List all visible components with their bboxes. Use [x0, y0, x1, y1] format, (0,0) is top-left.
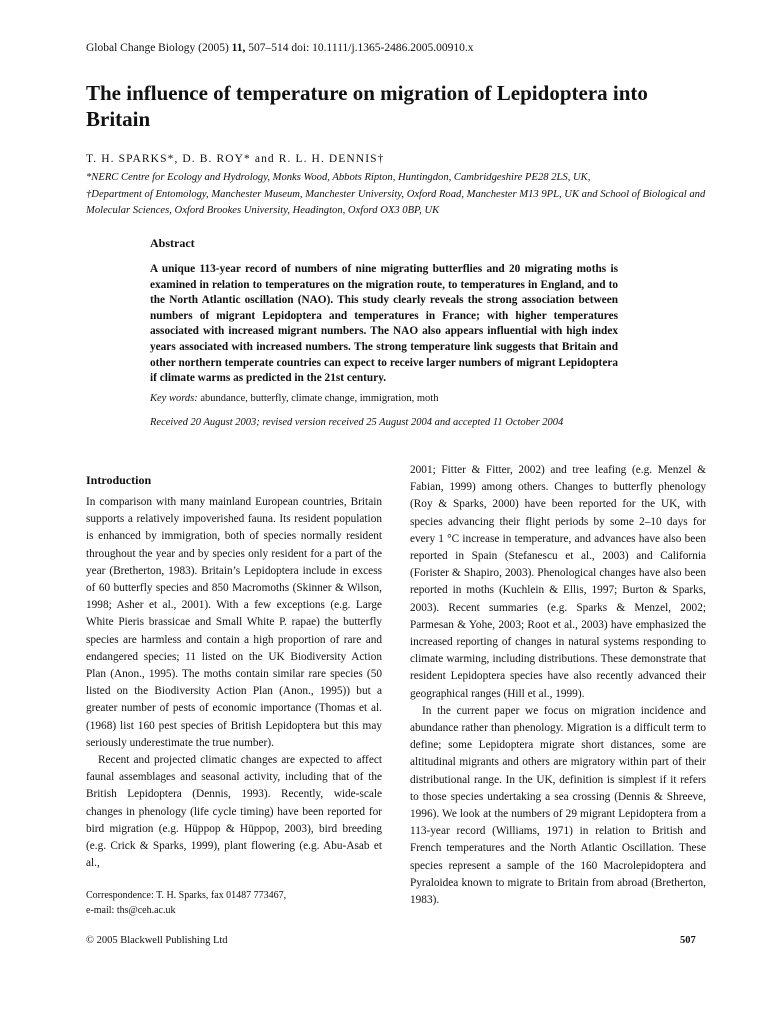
page-number: 507 — [680, 935, 696, 946]
journal-name: Global Change Biology (2005) — [86, 42, 229, 54]
correspondence-note — [86, 888, 286, 918]
journal-citation — [86, 42, 474, 54]
introduction-heading: Introduction — [86, 473, 152, 487]
journal-volume: 11, — [231, 42, 246, 54]
left-column — [86, 462, 382, 872]
intro-paragraph-1: In comparison with many mainland European countries, Britain supports a relatively impoverished fauna. Its resident population is enhanced by immigration, both of species normally resident throughout the year and by species only resident for a part of the year (Bretherton, 1983). Britain’s Lepidoptera include in excess of 60 butterfly species and 850 Macromoths (Skinner & Wilson, 1998; Asher et al., 2001). With a few exceptions (e.g. Large White Pieris brassicae and Small White P. rapae) the butterfly species are harmless and contain a high proportion of rare and endangered species; 11 listed on the UK Biodiversity Action Plan (Anon., 1995). The moths contain similar rare species (50 listed on the Biodiversity Action Plan (Anon., 1995)) but a greater number of pests of economic importance (Thomas et al. (1968) list 160 pest species of British Lepidoptera but this may seriously underestimate the true number). — [86, 496, 382, 749]
right-column — [410, 462, 706, 909]
abstract-heading: Abstract — [150, 236, 195, 250]
keywords — [150, 393, 438, 404]
journal-pages-doi: 507–514 doi: 10.1111/j.1365-2486.2005.00910.x — [248, 42, 474, 54]
correspondence-email: e-mail: ths@ceh.ac.uk — [86, 905, 176, 916]
copyright-notice: © 2005 Blackwell Publishing Ltd — [86, 935, 228, 946]
intro-paragraph-3: In the current paper we focus on migration incidence and abundance rather than phenology. Migration is a difficult term to define; some Lepidoptera migrate short distances, some are altitudinal migrants and others are migratory within part of their distributional range. In the UK, definition is simplest if it refers to those species undertaking a sea crossing (Dennis & Shreeve, 1996). We look at the numbers of 29 migrant Lepidoptera from a 113-year record (Williams, 1971) in relation to British and French temperatures and the North Atlantic Oscillation. These species represent a sample of the 160 Macrolepidoptera and Pyraloidea known to migrate to Britain from abroad (Bretherton, 1983). — [410, 704, 706, 907]
intro-paragraph-2: Recent and projected climatic changes are expected to affect faunal assemblages and seasonal activity, including that of the British Lepidoptera (Dennis, 1993). Recently, wide-scale changes in phenology (life cycle timing) have been reported for bird migration (e.g. Hüppop & Hüppop, 2003), bird breeding (e.g. Crick & Sparks, 1999), plant flowering (e.g. Abu-Asab et al., — [86, 754, 382, 870]
keywords-text: abundance, butterfly, climate change, immigration, moth — [197, 393, 439, 404]
keywords-label: Key words: — [150, 393, 198, 404]
received-dates: Received 20 August 2003; revised version received 25 August 2004 and accepted 11 October 2004 — [150, 417, 564, 428]
affiliation-1: *NERC Centre for Ecology and Hydrology, Monks Wood, Abbots Ripton, Huntingdon, Cambridgeshire PE28 2LS, UK, — [86, 172, 591, 183]
abstract-text: A unique 113-year record of numbers of nine migrating butterflies and 20 migrating moths is examined in relation to temperatures on the migration route, to temperatures in England, and to the North Atlantic oscillation (NAO). This study clearly reveals the strong association between numbers of migrant Lepidoptera and temperatures in France; with higher temperatures associated with increased migrant numbers. The NAO also appears influential with high index years associated with increased numbers. The strong temperature link suggests that Britain and other northern temperate countries can expect to receive larger numbers of migrant Lepidoptera if climate warms as predicted in the 21st century. — [150, 263, 618, 385]
affiliation-2: †Department of Entomology, Manchester Museum, Manchester University, Oxford Road, Manchester M13 9PL, UK and School of Biological and Molecular Sciences, Oxford Brookes University, Headington, Oxford OX3 0BP, UK — [86, 189, 706, 216]
author-list: T. H. SPARKS*, D. B. ROY* and R. L. H. DENNIS† — [86, 153, 385, 165]
intro-paragraph-2-cont: 2001; Fitter & Fitter, 2002) and tree leafing (e.g. Menzel & Fabian, 1999) among others. Changes to butterfly phenology (Roy & Sparks, 2000) have been reported for the UK, with species advancing their flight periods by some 2–10 days for every 1 °C increase in temperature, and advances have also been reported in Spain (Stefanescu et al., 2003) and California (Forister & Shapiro, 2003). Phenological changes have also been reported in moths (Kuchlein & Ellis, 1997; Burton & Sparks, 2003). Recent summaries (e.g. Sparks & Menzel, 2002; Parmesan & Yohe, 2003; Root et al., 2003) have emphasized the increased reporting of changes in natural systems responding to climate warming, including distributions. These demonstrate that resident Lepidoptera species have also recently advanced their geographical ranges (Hill et al., 1999). — [410, 464, 706, 700]
correspondence-line-1: Correspondence: T. H. Sparks, fax 01487 773467, — [86, 890, 287, 901]
article-title: The influence of temperature on migration of Lepidoptera into Britain — [86, 81, 648, 131]
